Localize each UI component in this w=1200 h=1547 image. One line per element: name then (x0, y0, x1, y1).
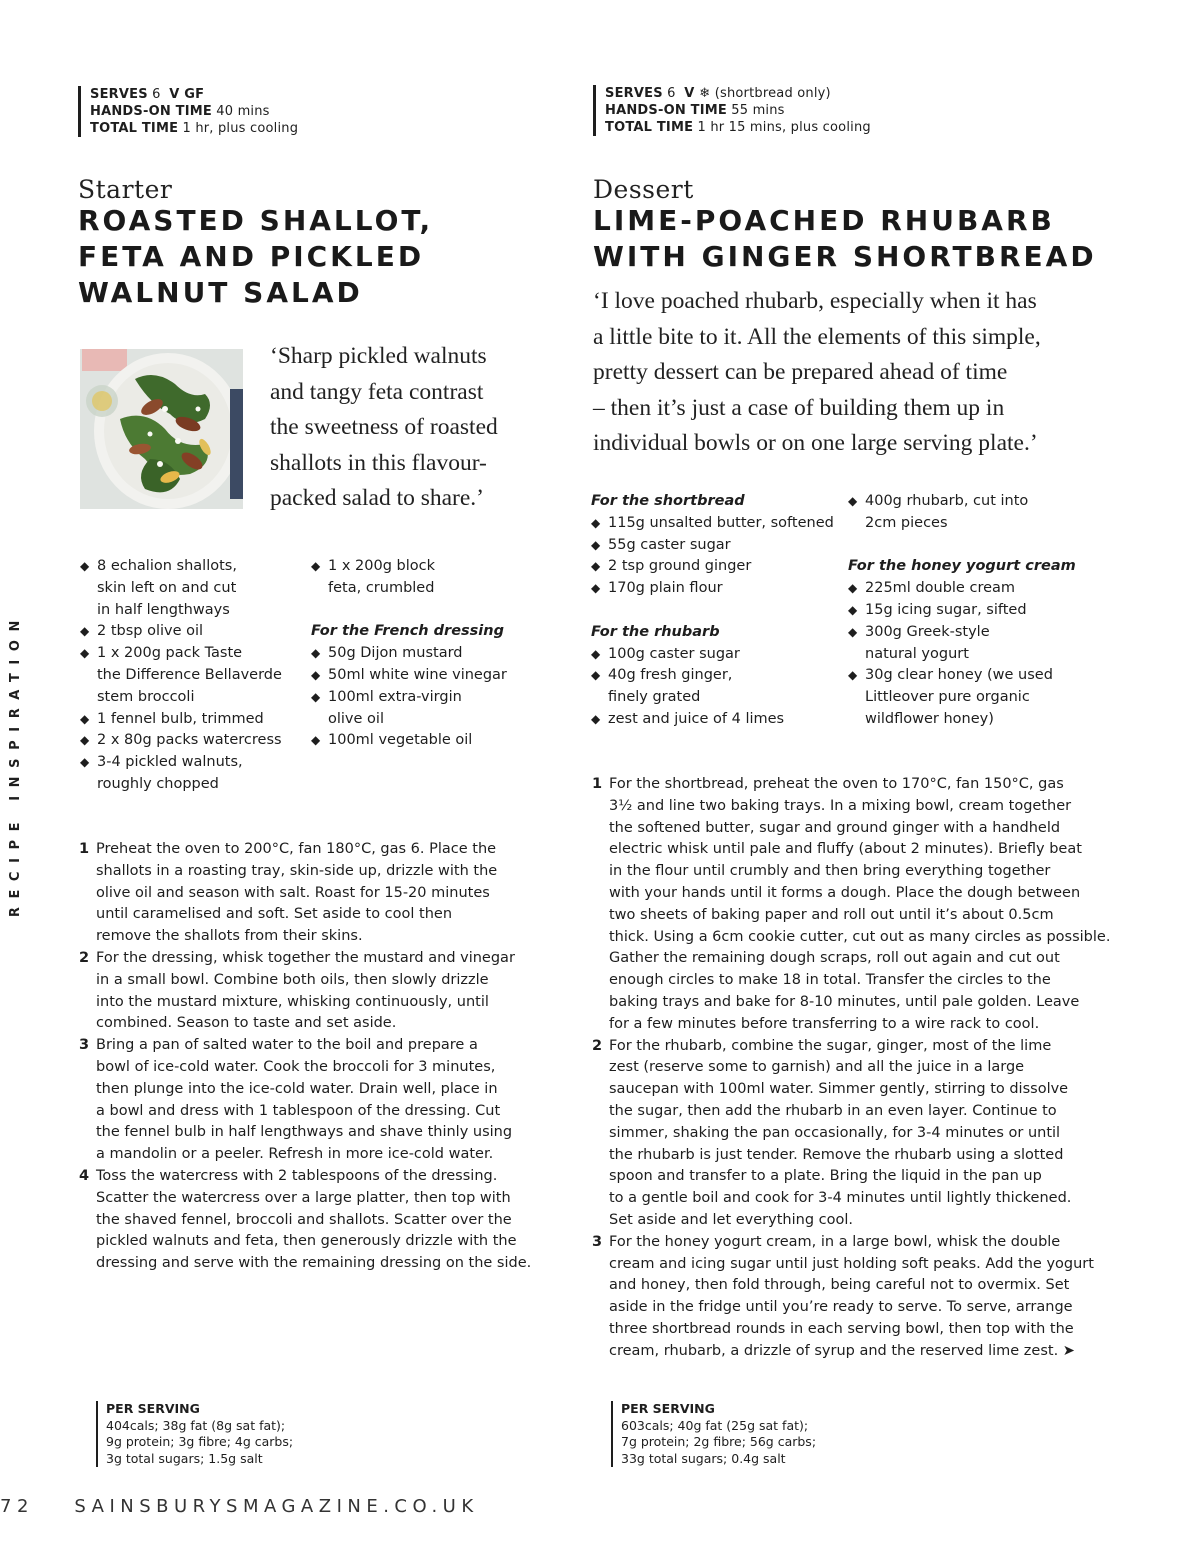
ingredient-item: ◆ 100g caster sugar (591, 644, 841, 666)
left-recipe-meta: SERVES 6 V GF HANDS-ON TIME 40 mins TOTAL TIME 1 hr, plus cooling (78, 86, 298, 137)
left-intro-quote: ‘Sharp pickled walnuts and tangy feta contrast the sweetness of roasted shallots in this flavour- packed salad to share.’ (270, 343, 498, 511)
left-ingredients-main (80, 556, 305, 796)
section-side-label: RECIPE INSPIRATION (8, 612, 23, 918)
right-method (592, 774, 1112, 1363)
method-step: 1 Preheat the oven to 200°C, fan 180°C, gas 6. Place the shallots in a roasting tray, skin-side up, drizzle with the olive oil and season with salt. Roast for 15-20 minutes until caramelised and soft. Set aside to cool then remove the shallots from their skins. (79, 841, 498, 945)
right-recipe-title: LIME-POACHED RHUBARB WITH GINGER SHORTBREAD (593, 204, 1097, 273)
ingredient-item: ◆ 115g unsalted butter, softened (591, 513, 841, 535)
method-step: 3 Bring a pan of salted water to the boil and prepare a bowl of ice-cold water. Cook the broccoli for 3 minutes, then plunge into the ice-cold water. Drain well, place in a bowl and dress with 1 tablespoon of the dressing. Cut the fennel bulb in half lengthways and shave thinly using a mandolin or a peeler. Refresh in more ice-cold water. (79, 1037, 513, 1163)
method-step: 3 For the honey yogurt cream, in a large bowl, whisk the double cream and icing sugar until just holding soft peaks. Add the yogurt and honey, then fold through, being careful not to overmix. Set aside in the fridge until you’re ready to serve. To serve, arrange three shortbread rounds in each serving bowl, then top with the cream, rhubarb, a drizzle of syrup and the reserved lime zest. ➤ (592, 1233, 1094, 1359)
right-course-label: Dessert (593, 175, 694, 204)
ingredient-item: ◆ 3-4 pickled walnuts, roughly chopped (80, 752, 305, 796)
ingredient-item: ◆ 1 fennel bulb, trimmed (80, 709, 305, 731)
left-recipe-title: ROASTED SHALLOT, FETA AND PICKLED WALNUT SALAD (78, 204, 434, 309)
dressing-heading: For the French dressing (311, 623, 504, 640)
ingredient-item: ◆ 400g rhubarb, cut into 2cm pieces (848, 491, 1088, 535)
site-url: SAINSBURYSMAGAZINE.CO.UK (74, 1496, 479, 1517)
left-method (79, 839, 549, 1275)
ingredient-item: ◆ 100ml extra-virgin olive oil (311, 687, 526, 731)
salad-photo (80, 349, 243, 509)
ingredient-item: ◆ 170g plain flour (591, 578, 841, 600)
page-footer (0, 1496, 479, 1517)
ingredient-item: ◆ 225ml double cream (848, 578, 1088, 600)
method-step: 2 For the rhubarb, combine the sugar, ginger, most of the lime zest (reserve some to garnish) and all the juice in a large saucepan with 100ml water. Simmer gently, stirring to dissolve the sugar, then add the rhubarb in an even layer. Continue to simmer, shaking the pan occasionally, for 3-4 minutes or until the rhubarb is just tender. Remove the rhubarb using a slotted spoon and transfer to a plate. Bring the liquid in the pan up to a gentle boil and cook for 3-4 minutes until lightly thickened. Set aside and let everything cool. (592, 1037, 1072, 1228)
ingredient-item: ◆ 40g fresh ginger, finely grated (591, 665, 841, 709)
left-ingredients-dressing (311, 556, 526, 752)
rhubarb-heading: For the rhubarb (591, 623, 720, 640)
ingredient-item: ◆ zest and juice of 4 limes (591, 709, 841, 731)
ingredient-item: ◆ 2 tbsp olive oil (80, 621, 305, 643)
ingredient-item: ◆ 1 x 200g pack Taste the Difference Bellaverde stem broccoli (80, 643, 305, 708)
ingredient-item: ◆ 2 x 80g packs watercress (80, 730, 305, 752)
left-course-label: Starter (78, 175, 173, 204)
right-recipe-meta: SERVES 6 V ❄ (shortbread only) HANDS-ON TIME 55 mins TOTAL TIME 1 hr 15 mins, plus cooling (593, 85, 871, 136)
page-number: 72 (0, 1496, 34, 1517)
left-nutrition: PER SERVING 404cals; 38g fat (8g sat fat); 9g protein; 3g fibre; 4g carbs; 3g total sugars; 1.5g salt (96, 1401, 293, 1467)
right-ingredients-cream (848, 491, 1088, 731)
ingredient-item: ◆ 1 x 200g block feta, crumbled (311, 556, 526, 600)
shortbread-heading: For the shortbread (591, 493, 745, 509)
right-ingredients-main (591, 491, 841, 731)
salad-illustration (80, 349, 243, 509)
ingredient-item: ◆ 300g Greek-style natural yogurt (848, 622, 1088, 666)
ingredient-item: ◆ 2 tsp ground ginger (591, 556, 841, 578)
method-step: 1 For the shortbread, preheat the oven to 170°C, fan 150°C, gas 3½ and line two baking trays. In a mixing bowl, cream together the softened butter, sugar and ground ginger with a handheld electric whisk until pale and fluffy (about 2 minutes). Briefly beat in the flour until crumbly and then bring everything together with your hands until it forms a dough. Place the dough between two sheets of baking paper and roll out until it’s about 0.5cm thick. Using a 6cm cookie cutter, cut out as many circles as possible. Gather the remaining dough scraps, roll out again and cut out enough circles to make 18 in total. Transfer the circles to the baking trays and bake for 8-10 minutes, until pale golden. Leave for a few minutes before transferring to a wire rack to cool. (592, 776, 1111, 1032)
ingredient-item: ◆ 15g icing sugar, sifted (848, 600, 1088, 622)
ingredient-item: ◆ 50g Dijon mustard (311, 643, 526, 665)
ingredient-item: ◆ 55g caster sugar (591, 535, 841, 557)
right-intro-quote: ‘I love poached rhubarb, especially when it has a little bite to it. All the elements of this simple, pretty dessert can be prepared ahead of time – then it’s just a case of building them up in individual bowls or on one large serving plate.’ (593, 288, 1041, 456)
method-step: 4 Toss the watercress with 2 tablespoons of the dressing. Scatter the watercress over a large platter, then top with the shaved fennel, broccoli and shallots. Scatter over the pickled walnuts and feta, then generously drizzle with the dressing and serve with the remaining dressing on the side. (79, 1167, 532, 1272)
method-step: 2 For the dressing, whisk together the mustard and vinegar in a small bowl. Combine both oils, then slowly drizzle into the mustard mixture, whisking continuously, until combined. Season to taste and set aside. (79, 949, 515, 1032)
ingredient-item: ◆ 30g clear honey (we used Littleover pure organic wildflower honey) (848, 665, 1088, 730)
right-nutrition: PER SERVING 603cals; 40g fat (25g sat fat); 7g protein; 2g fibre; 56g carbs; 33g total sugars; 0.4g salt (611, 1401, 816, 1467)
ingredient-item: ◆ 100ml vegetable oil (311, 730, 526, 752)
cream-heading: For the honey yogurt cream (848, 558, 1076, 575)
ingredient-item: ◆ 50ml white wine vinegar (311, 665, 526, 687)
ingredient-item: ◆ 8 echalion shallots, skin left on and cut in half lengthways (80, 556, 305, 621)
